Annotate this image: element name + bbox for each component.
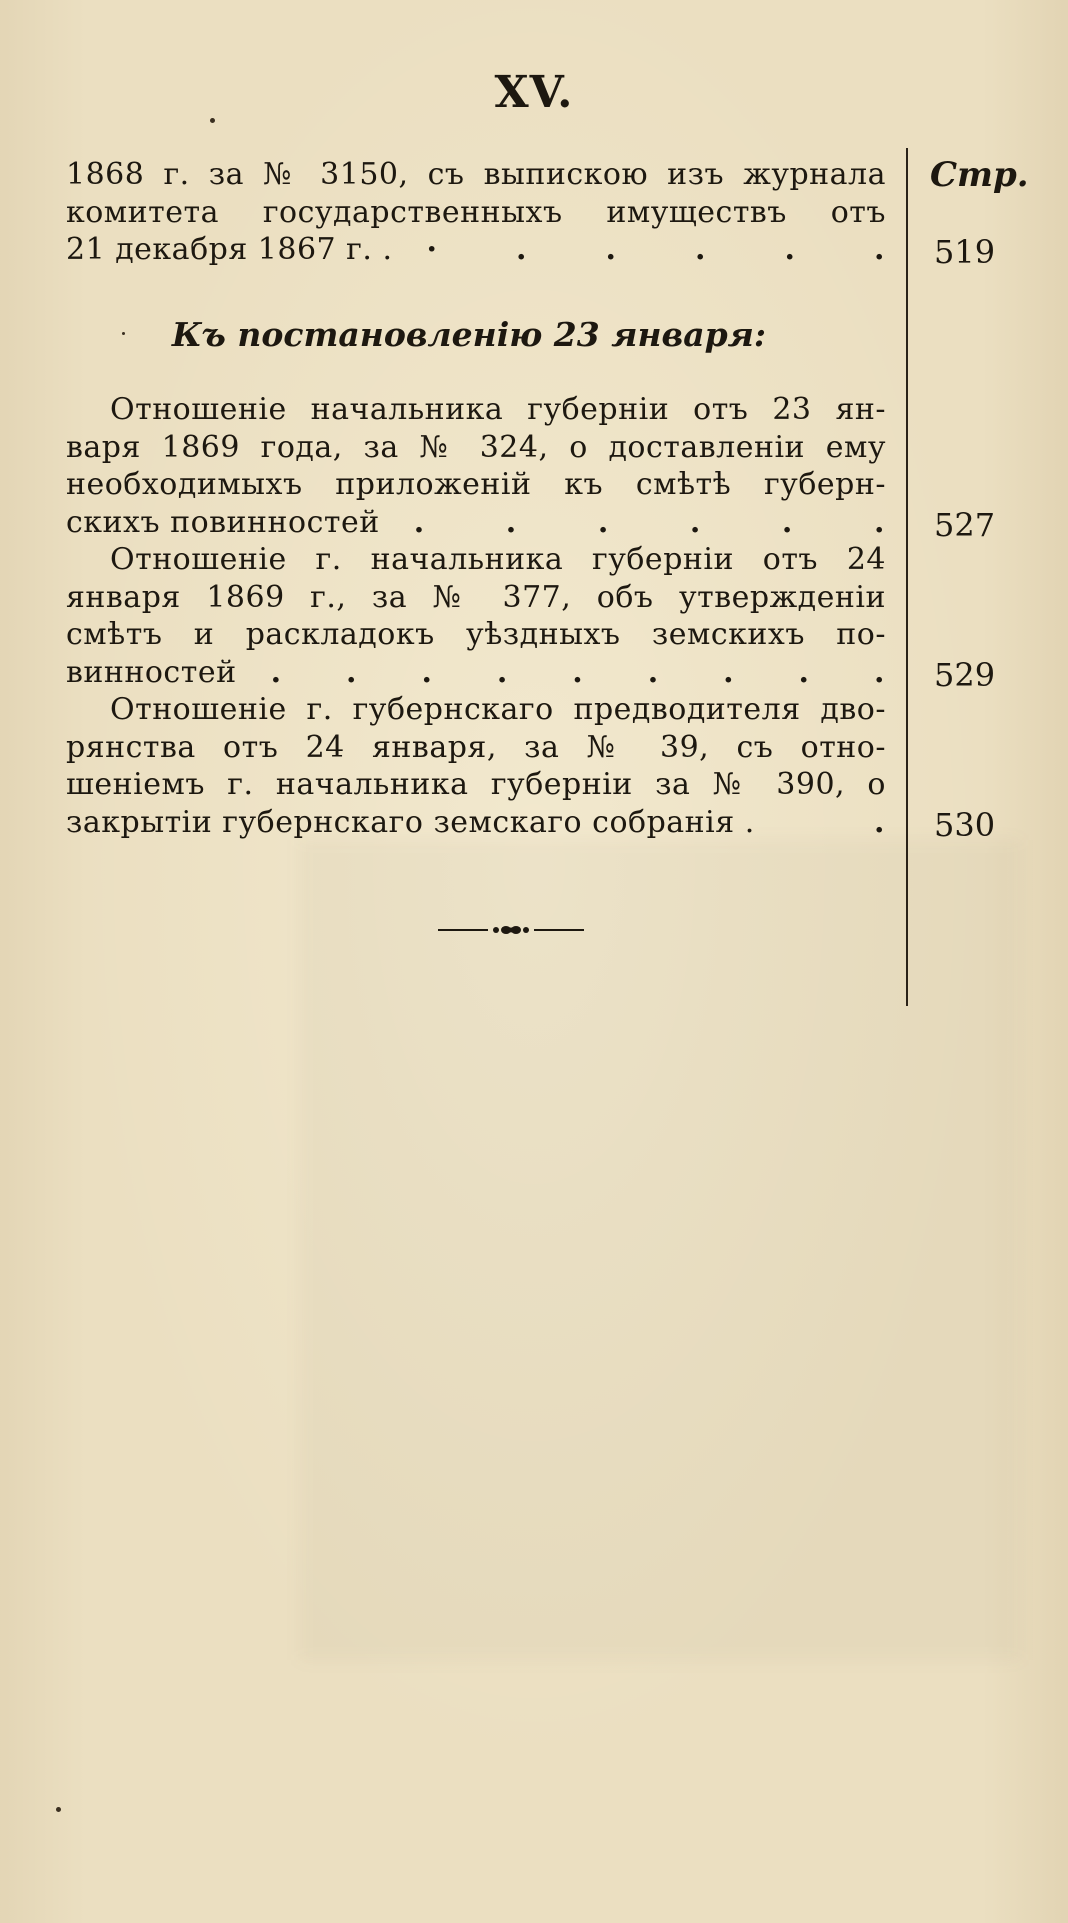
entry-page-number: 529 [934,656,996,694]
entry-line: Отношеніе г. начальника губерніи отъ 24 [110,542,886,577]
entry-line: рянства отъ 24 января, за № 39, съ отно- [66,729,886,765]
dot-leader: . . . . . . . . . [270,654,885,690]
toc-entry [66,391,886,541]
entry-line: необходимыхъ приложеній къ смѣтѣ губерн- [66,467,886,502]
ink-speck [56,1807,61,1812]
entry-line-text: винностей [66,654,237,690]
entry-line: 1868 г. за № 3150, съ выпискою изъ журнала [66,157,886,192]
entry-line-with-leader [66,231,886,269]
entry-line-text: скихъ повинностей [66,504,380,540]
ink-speck [210,118,215,123]
closing-ornament [436,922,586,938]
entry-page-number: 527 [934,506,996,544]
page-column-rule [906,148,908,1006]
toc-entry [66,156,886,269]
entry-line-with-leader [66,654,886,692]
entry-line: варя 1869 года, за № 324, о доставленіи ему [66,429,886,465]
dot-leader: · . . . . . [426,232,885,267]
entry-line-with-leader [66,804,886,842]
entry-page-number: 530 [934,806,996,844]
entry-line: шеніемъ г. начальника губерніи за № 390, о [66,767,886,802]
entry-line-with-leader [66,504,886,542]
toc-entry [66,691,886,841]
entry-line-text: закрытіи губернскаго земскаго собранія . [66,804,755,840]
section-heading: Къ постановленію 23 января: [171,315,767,354]
entry-page-number: 519 [934,233,996,271]
entry-line: комитета государственныхъ имуществъ отъ [66,194,886,230]
entry-line: января 1869 г., за № 377, объ утвержденіи [66,579,886,615]
entry-line: Отношеніе начальника губерніи отъ 23 ян- [110,392,886,427]
show-through-shadow [300,840,1020,1660]
entry-line: смѣтъ и раскладокъ уѣздныхъ земскихъ по- [66,617,886,652]
page-header-roman-numeral: XV. [494,67,574,118]
dot-leader: . . . . . . [413,504,885,540]
toc-entry [66,541,886,691]
page-column-heading: Стр. [930,155,1029,195]
ink-speck [122,332,125,335]
dot-leader: . [874,804,885,840]
entry-line-text: 21 декабря 1867 г. . [66,232,393,267]
entry-line: Отношеніе г. губернскаго предводителя дво- [110,692,886,727]
